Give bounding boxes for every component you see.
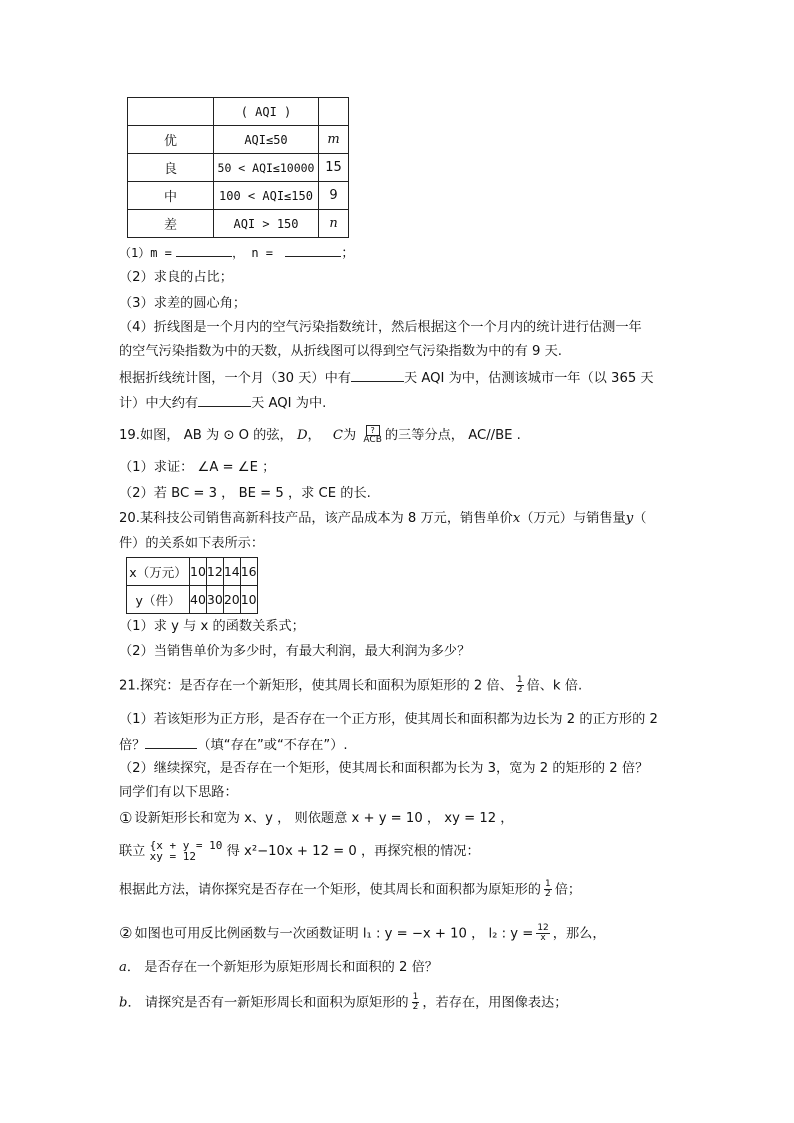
q21-method1-q-text: 根据此方法，请你探究是否存在一个矩形，使其周长和面积都为原矩形的 xyxy=(119,882,541,898)
q18-part1-m: （1）m = xyxy=(119,246,172,260)
aqi-level: 差 xyxy=(128,210,214,238)
fraction-numerator: 1 xyxy=(545,879,551,889)
aqi-count: 9 xyxy=(319,182,349,210)
q21-item-a xyxy=(119,958,438,978)
item-b-end: ，若存在，用图像表达； xyxy=(422,995,568,1011)
table-cell: 16 xyxy=(240,558,257,586)
q18-part4-line2: 的空气污染指数为中的天数，从折线图可以得到空气污染指数为中的有 9 天. xyxy=(119,344,562,359)
q21-part1-line2 xyxy=(119,734,348,756)
aqi-header-range: ( AQI ) xyxy=(214,98,319,126)
q19-point-c: C xyxy=(332,428,344,443)
q18-part3: （3）求差的圆心角； xyxy=(119,296,247,311)
answer-blank-n xyxy=(285,242,341,257)
q21-method2-text: 如图也可用反比例函数与一次函数证明 l₁ : y = −x + 10 ， l₂ : y = xyxy=(134,926,534,942)
q21-method1-result: 得 x²−10x + 12 = 0 ，再探究根的情况： xyxy=(226,844,480,859)
q21-method2-line1 xyxy=(119,924,606,945)
q18-part1-end: ； xyxy=(341,246,355,261)
arc-acb-symbol xyxy=(363,425,381,445)
fraction-denominator: x xyxy=(540,933,546,943)
q19-part1: （1）求证： ∠A = ∠E ； xyxy=(119,460,276,475)
aqi-count: n xyxy=(319,210,349,238)
fraction-denominator: 2 xyxy=(412,1002,419,1012)
aqi-range: AQI > 150 xyxy=(214,210,319,238)
fraction-denominator: 2 xyxy=(516,685,523,695)
fraction-one-half xyxy=(516,676,524,695)
q21-method1-line1 xyxy=(119,809,513,829)
q19-point-d: D xyxy=(296,428,308,443)
circled-two-icon: ② xyxy=(119,924,133,942)
answer-blank-m xyxy=(176,242,232,257)
table-cell: 14 xyxy=(223,558,240,586)
q21-part1-line1: （1）若该矩形为正方形，是否存在一个正方形，使其周长和面积都为边长为 2 的正方形的 2 xyxy=(119,712,658,727)
q19-wei: 为 xyxy=(343,428,357,443)
fraction-one-half xyxy=(544,880,552,899)
aqi-table xyxy=(127,97,349,238)
aqi-level: 优 xyxy=(128,126,214,154)
q19-part2: （2）若 BC = 3 ， BE = 5 ，求 CE 的长. xyxy=(119,486,371,501)
q21-part2-line2: 同学们有以下思路： xyxy=(119,785,238,800)
q21-part1-text-b: （填“存在”或“不存在”）. xyxy=(197,738,348,753)
equation-line-2: xy = 12 xyxy=(149,850,196,863)
q20-text-b: （万元）与销售量 xyxy=(520,511,626,526)
q20-stem-line2: 件）的关系如下表所示： xyxy=(119,536,265,551)
q21-method1-line3 xyxy=(119,880,581,901)
table-cell: 20 xyxy=(223,586,240,614)
q21-text-a: 21.探究：是否存在一个新矩形，使其周长和面积为原矩形的 2 倍、 xyxy=(119,678,513,694)
q21-stem xyxy=(119,676,582,697)
q20-text-c: （ xyxy=(633,511,647,526)
q21-part2-line1: （2）继续探究，是否存在一个矩形，使其周长和面积都为长为 3，宽为 2 的矩形的 2 倍？ xyxy=(119,761,649,776)
q18-part6-text-a: 计）中大约有 xyxy=(119,396,199,411)
q21-text-b: 倍、k 倍. xyxy=(526,678,583,694)
aqi-header-count xyxy=(319,98,349,126)
q18-part4-line1: （4）折线图是一个月内的空气污染指数统计，然后根据这个一个月内的统计进行估测一年 xyxy=(119,320,642,335)
q20-text-a: 20.某科技公司销售高新科技产品，该产品成本为 8 万元，销售单价 xyxy=(119,511,513,526)
q21-method2-end: ，那么， xyxy=(552,926,606,942)
q18-part5-line2 xyxy=(119,392,326,414)
aqi-count: m xyxy=(319,126,349,154)
aqi-range: AQI≤50 xyxy=(214,126,319,154)
answer-blank-square xyxy=(145,734,197,749)
q18-part6-text-b: 天 AQI 为中. xyxy=(251,396,327,411)
aqi-level: 良 xyxy=(128,154,214,182)
q18-part1 xyxy=(119,242,354,264)
q20-var-y: y xyxy=(625,511,634,526)
aqi-count: 15 xyxy=(319,154,349,182)
answer-blank-month xyxy=(351,367,404,382)
arc-label: ACB xyxy=(363,435,382,445)
q19-stem xyxy=(119,425,521,446)
item-b-text: ． 请探究是否有一新矩形周长和面积为原矩形的 xyxy=(127,995,409,1011)
q21-method1-line2 xyxy=(119,840,480,864)
circled-one-icon: ① xyxy=(119,808,133,827)
item-a-label: a xyxy=(119,960,127,975)
aqi-range: 100 < AQI≤150 xyxy=(214,182,319,210)
q18-part5-text-b: 天 AQI 为中，估测该城市一年（以 365 天 xyxy=(403,371,654,386)
fraction-12-over-x xyxy=(536,924,549,943)
q19-text-a: 19.如图， AB 为 ⊙ O 的弦， xyxy=(119,428,293,443)
q19-comma: ， xyxy=(307,428,321,443)
q18-part5-text-a: 根据折线统计图，一个月（30 天）中有 xyxy=(119,371,351,386)
q18-part1-n: ， n = xyxy=(232,246,274,260)
table-cell: 10 xyxy=(240,586,257,614)
table-cell: 40 xyxy=(190,586,207,614)
q21-method1-q-end: 倍； xyxy=(554,882,582,898)
price-sales-table xyxy=(126,557,258,614)
q18-part5-line1 xyxy=(119,367,654,389)
table-cell: 10 xyxy=(190,558,207,586)
fraction-numerator: 1 xyxy=(516,675,523,685)
fraction-numerator: 12 xyxy=(537,923,549,933)
item-b-label: b xyxy=(119,995,128,1011)
equation-system xyxy=(150,840,223,862)
q20-var-x: x xyxy=(512,511,521,526)
q21-method1-text: 设新矩形长和宽为 x、y ， 则依题意 x + y = 10 ， xy = 12 ， xyxy=(134,811,514,826)
q19-text-b: 的三等分点， AC//BE . xyxy=(384,428,521,443)
aqi-header-blank xyxy=(128,98,214,126)
q20-stem-line1 xyxy=(119,509,646,529)
equation-line-1: {x + y = 10 xyxy=(149,839,223,852)
q21-lianli: 联立 xyxy=(119,844,146,859)
q21-part1-text-a: 倍？ xyxy=(119,738,146,753)
q20-part2: （2）当销售单价为多少时，有最大利润，最大利润为多少？ xyxy=(119,644,471,659)
item-a-text: ． 是否存在一个新矩形为原矩形周长和面积的 2 倍？ xyxy=(126,960,438,975)
q20-part1: （1）求 y 与 x 的函数关系式； xyxy=(119,619,305,634)
q18-part2: （2）求良的占比； xyxy=(119,270,233,285)
table-row-label: y（件） xyxy=(127,586,190,614)
fraction-denominator: 2 xyxy=(545,889,551,899)
table-row-label: x（万元） xyxy=(127,558,190,586)
aqi-range: 50 < AQI≤10000 xyxy=(214,154,319,182)
table-cell: 12 xyxy=(206,558,223,586)
answer-blank-year xyxy=(198,392,251,407)
arc-placeholder-icon: ? xyxy=(366,425,380,436)
fraction-one-half xyxy=(412,993,420,1012)
aqi-level: 中 xyxy=(128,182,214,210)
q21-item-b xyxy=(119,993,567,1014)
fraction-numerator: 1 xyxy=(412,992,419,1002)
table-cell: 30 xyxy=(206,586,223,614)
